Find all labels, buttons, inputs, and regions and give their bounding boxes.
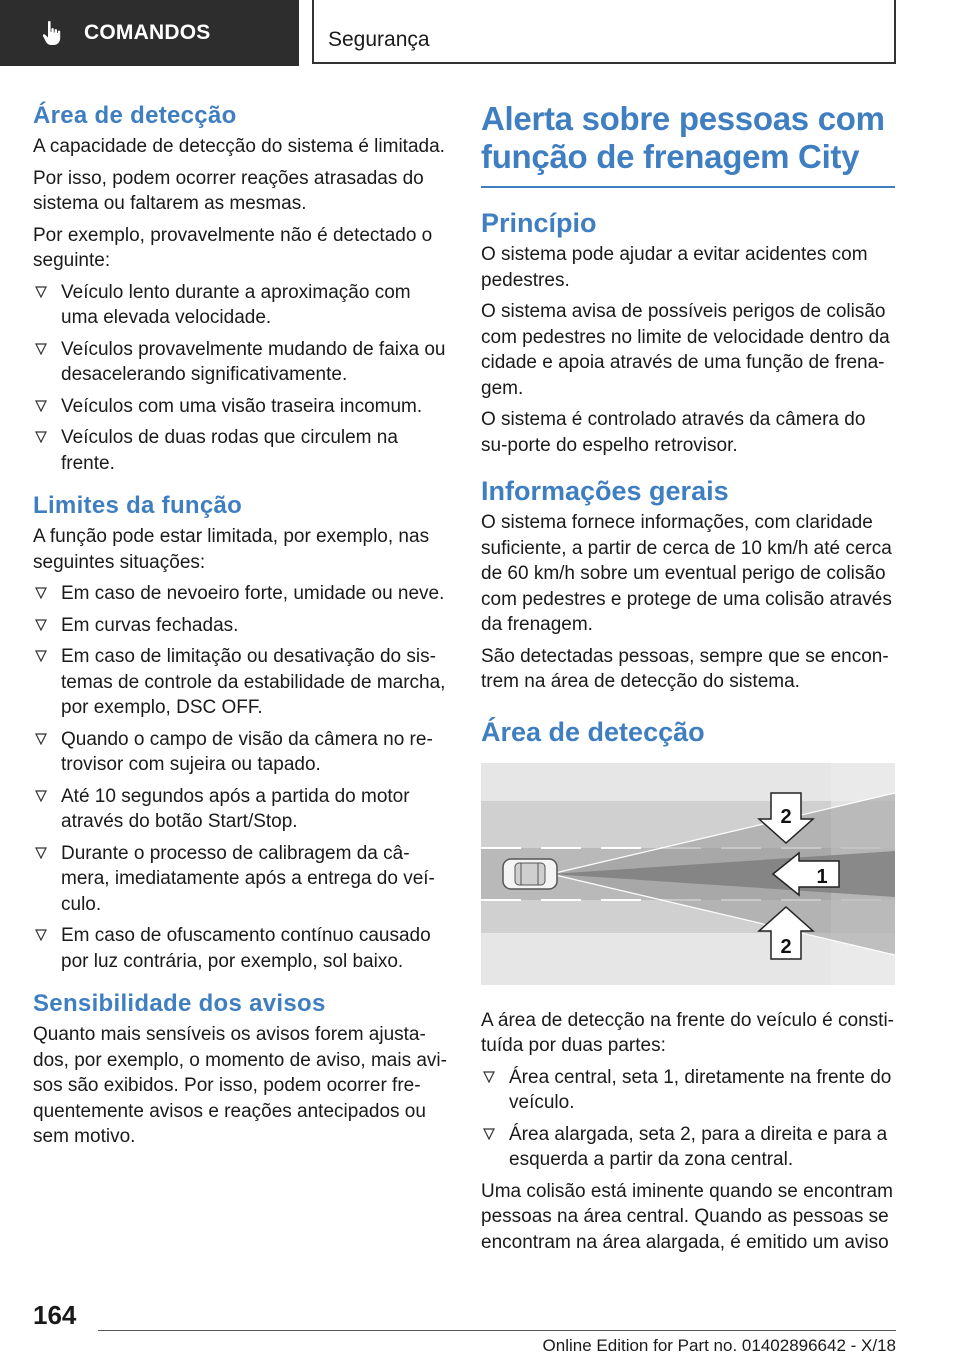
list-item [33, 784, 447, 835]
left-column [33, 100, 447, 1150]
paragraph: Uma colisão está iminente quando se encontram pessoas na área central. Quando as pessoas se encontram na área alargada, é emitido um aviso [481, 1180, 893, 1253]
paragraph: A função pode estar limitada, por exemplo, nas seguintes situações: [33, 526, 430, 573]
list-item-text: Quando o campo de visão da câmera no re-trovisor com sujeira ou tapado. [61, 728, 433, 775]
list-item-text: Até 10 segundos após a partida do motor através do botão Start/Stop. [61, 785, 410, 832]
triangle-bullet-icon [35, 847, 47, 859]
principle-heading: Princípio [481, 208, 597, 238]
paragraph: O sistema pode ajudar a evitar acidentes com pedestres. [481, 244, 868, 291]
triangle-bullet-icon [35, 650, 47, 662]
triangle-bullet-icon [483, 1071, 495, 1083]
car-icon [503, 859, 557, 889]
general-info-heading: Informações gerais [481, 476, 729, 506]
triangle-bullet-icon [35, 587, 47, 599]
triangle-bullet-icon [35, 929, 47, 941]
list-item [33, 644, 447, 721]
arrow-label: 1 [816, 865, 828, 888]
list-item-text: Em curvas fechadas. [61, 614, 239, 636]
limits-heading: Limites da função [33, 492, 243, 519]
edition-note: Online Edition for Part no. 01402896642 - X/18 [542, 1336, 896, 1355]
paragraph: A capacidade de detecção do sistema é limitada. [33, 136, 445, 157]
right-column [481, 100, 895, 1255]
section-header [312, 0, 896, 64]
footer-divider [98, 1330, 896, 1331]
list-item [481, 1065, 895, 1116]
chapter-tab-label: COMANDOS [84, 21, 211, 44]
list-item-text: Em caso de nevoeiro forte, umidade ou neve. [61, 583, 445, 604]
bullet-list [33, 280, 447, 477]
paragraph: O sistema é controlado através da câmera do su-porte do espelho retrovisor. [481, 409, 866, 456]
triangle-bullet-icon [35, 733, 47, 745]
paragraph: O sistema avisa de possíveis perigos de colisão com pedestres no limite de velocidade dentro da cidade e apoia através de uma função de frena-gem. [481, 301, 890, 399]
paragraph: Por exemplo, provavelmente não é detectado o seguinte: [33, 224, 433, 271]
list-item [33, 841, 447, 918]
hand-pointer-icon [42, 20, 64, 46]
paragraph: A área de detecção na frente do veículo é consti-tuída por duas partes: [481, 1009, 894, 1056]
triangle-bullet-icon [35, 431, 47, 443]
list-item-text: Veículos provavelmente mudando de faixa ou desacelerando significativamente. [61, 338, 446, 385]
detection-area-figure [481, 763, 895, 985]
triangle-bullet-icon [35, 343, 47, 355]
paragraph: O sistema fornece informações, com claridade suficiente, a partir de cerca de 10 km/h até cerca de 60 km/h sobre um eventual perigo de colisão com pedestres e protege de uma colisão através da frenagem. [481, 512, 892, 635]
section-header-label: Segurança [328, 28, 430, 51]
list-item-text: Veículos com uma visão traseira incomum. [61, 395, 423, 417]
list-item-text: Veículo lento durante a aproximação com uma elevada velocidade. [61, 281, 411, 328]
list-item-text: Área alargada, seta 2, para a direita e para a esquerda a partir da zona central. [509, 1123, 888, 1170]
list-item [33, 581, 447, 607]
title-divider [481, 186, 895, 188]
list-item-text: Veículos de duas rodas que circulem na frente. [61, 427, 398, 474]
paragraph: Quanto mais sensíveis os avisos forem ajusta-dos, por exemplo, o momento de aviso, mais avi-sos são exibidos. Por isso, podem ocorrer fre-quentemente avisos e reações antecipados ou sem motivo. [33, 1024, 447, 1147]
list-item-text: Em caso de limitação ou desativação do sis-temas de controle da estabilidade de marcha, por exemplo, DSC OFF. [61, 646, 446, 718]
detection-area-heading: Área de detecção [33, 102, 237, 129]
detection-area-heading: Área de detecção [481, 716, 705, 747]
list-item [33, 613, 447, 639]
list-item [33, 923, 447, 974]
list-item [33, 337, 447, 388]
list-item [33, 280, 447, 331]
triangle-bullet-icon [35, 400, 47, 412]
triangle-bullet-icon [483, 1128, 495, 1140]
arrow-label: 2 [780, 935, 792, 958]
paragraph: Por isso, podem ocorrer reações atrasadas do sistema ou faltarem as mesmas. [33, 167, 424, 214]
paragraph: São detectadas pessoas, sempre que se encon-trem na área de detecção do sistema. [481, 645, 889, 692]
list-item [33, 425, 447, 476]
chapter-title: Alerta sobre pessoas com função de frenagem City [481, 100, 885, 175]
sensitivity-heading: Sensibilidade dos avisos [33, 990, 326, 1017]
list-item-text: Em caso de ofuscamento contínuo causado por luz contrária, por exemplo, sol baixo. [61, 925, 431, 972]
triangle-bullet-icon [35, 619, 47, 631]
triangle-bullet-icon [35, 790, 47, 802]
list-item [481, 1122, 895, 1173]
chapter-tab[interactable] [0, 0, 299, 66]
bullet-list [33, 581, 447, 974]
page-number: 164 [33, 1300, 77, 1330]
bullet-list [481, 1065, 895, 1173]
triangle-bullet-icon [35, 286, 47, 298]
list-item-text: Durante o processo de calibragem da câ-mera, imediatamente após a entrega do veí-culo. [61, 842, 435, 915]
list-item [33, 394, 447, 420]
list-item [33, 727, 447, 778]
arrow-label: 2 [780, 805, 792, 828]
list-item-text: Área central, seta 1, diretamente na frente do veículo. [509, 1066, 892, 1113]
